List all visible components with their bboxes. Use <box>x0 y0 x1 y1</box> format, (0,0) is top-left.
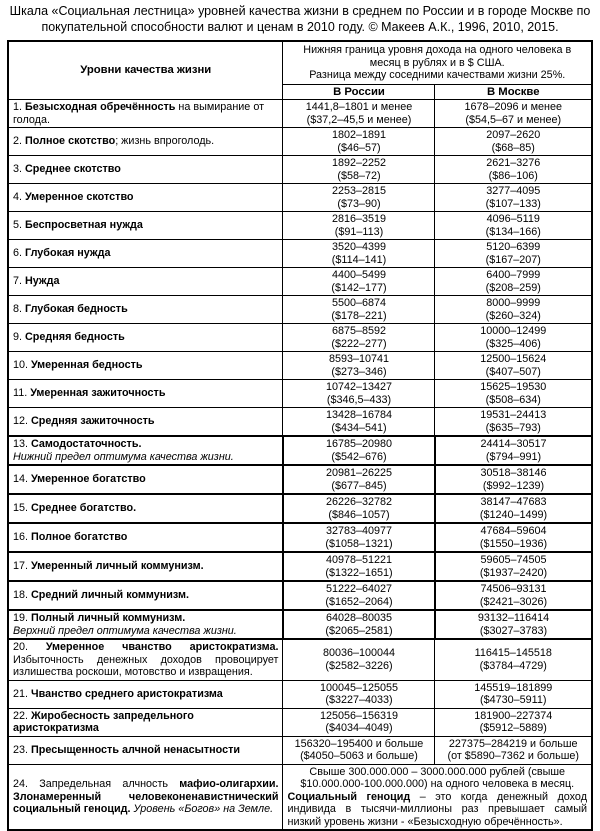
text-segment: Умеренное чванство аристократизма. <box>45 641 279 653</box>
level-cell <box>8 610 283 639</box>
text-segment: мафио-олигархии. Злонамеренный человеконенавистнический социальный геноцид. <box>12 778 279 815</box>
russia-income-cell <box>283 523 435 552</box>
income-line: 24414–30517 <box>480 438 547 450</box>
table-row <box>8 212 592 240</box>
text-segment: Полное скотство <box>25 135 116 148</box>
moscow-income-cell <box>435 465 592 494</box>
text-segment: Жиробесность запредельного аристократизма <box>12 709 194 734</box>
income-line: 15625–19530 <box>480 381 547 393</box>
moscow-income-cell <box>435 680 592 708</box>
moscow-income-cell <box>435 523 592 552</box>
text-segment: Верхний предел оптимума качества жизни. <box>12 624 237 637</box>
text-segment: на вымирание от голода. <box>12 101 265 126</box>
income-line: 8000–9999 <box>486 297 541 309</box>
income-line: ($37,2–45,5 и менее) <box>306 113 412 126</box>
moscow-income-cell <box>435 736 592 764</box>
level-cell <box>8 764 283 830</box>
income-line: 2621–3276 <box>486 157 541 169</box>
table-row <box>8 639 592 680</box>
income-line: 12500–15624 <box>480 353 547 365</box>
text-segment: Самодостаточность. <box>31 438 142 450</box>
income-line: ($1240–1499) <box>479 508 548 521</box>
text-segment: Избыточность денежных доходов провоцирует излишества роскоши, мотовство и извращения. <box>12 653 279 678</box>
russia-income-cell <box>283 240 435 268</box>
moscow-income-cell <box>435 296 592 324</box>
income-line: 93132–116414 <box>477 612 550 624</box>
russia-income-cell <box>283 408 435 437</box>
russia-income-cell <box>283 128 435 156</box>
text-segment: Средняя бедность <box>25 331 125 344</box>
income-line: 2816–3519 <box>331 213 386 225</box>
text-segment: Уровень «Богов» на Земле. <box>133 803 274 815</box>
income-line: 59605–74505 <box>480 554 547 566</box>
text-segment: 11. <box>12 387 31 400</box>
moscow-income-cell <box>435 552 592 581</box>
income-line: ($91–113) <box>334 225 384 238</box>
level-cell <box>8 324 283 352</box>
income-line: 40978–51221 <box>325 554 393 566</box>
moscow-income-cell <box>435 100 592 128</box>
table-row <box>8 268 592 296</box>
income-line: 125056–156319 <box>319 709 399 722</box>
text-segment: Средняя зажиточность <box>31 415 155 428</box>
russia-income-cell <box>283 100 435 128</box>
text-segment: Полный личный коммунизм. <box>31 612 186 624</box>
income-line: 30518–38146 <box>480 467 547 479</box>
income-line: ($134–166) <box>485 225 541 238</box>
table-row <box>8 581 592 610</box>
moscow-income-cell <box>435 212 592 240</box>
russia-income-cell <box>283 352 435 380</box>
income-description-line1: Нижняя граница уровня дохода на одного человека в месяц в рублях и в $ США. <box>303 44 572 69</box>
income-line: 1892–2252 <box>331 157 386 169</box>
income-line: ($3227–4033) <box>325 694 393 706</box>
income-line: 16785–20980 <box>325 438 393 450</box>
russia-income-cell <box>283 708 435 736</box>
level-cell <box>8 100 283 128</box>
income-line: ($794–991) <box>485 450 542 463</box>
income-line: 19531–24413 <box>480 409 547 421</box>
russia-income-cell <box>283 680 435 708</box>
level-cell <box>8 380 283 408</box>
level-cell <box>8 736 283 764</box>
income-line: 10742–13427 <box>325 381 393 393</box>
income-line: 80036–100044 <box>322 647 396 660</box>
table-row <box>8 296 592 324</box>
moscow-income-cell <box>435 708 592 736</box>
table-row <box>8 436 592 465</box>
income-line: ($4730–5911) <box>480 694 547 706</box>
income-line: 4096–5119 <box>486 213 540 225</box>
income-line: 227375–284219 и больше <box>448 737 578 750</box>
level-cell <box>8 436 283 465</box>
income-line: 26226–32782 <box>325 496 393 508</box>
text-segment: 9. <box>12 331 25 344</box>
moscow-income-cell <box>435 436 592 465</box>
level-cell <box>8 552 283 581</box>
income-line: 47684–59604 <box>480 525 547 537</box>
table-row <box>8 523 592 552</box>
income-line: ($346,5–433) <box>326 393 392 406</box>
text-segment: 5. <box>12 219 25 232</box>
text-segment: 6. <box>12 247 25 260</box>
level-cell <box>8 128 283 156</box>
table-row <box>8 128 592 156</box>
table-body <box>8 100 592 831</box>
level-cell <box>8 680 283 708</box>
text-segment: Среднее богатство. <box>31 502 137 515</box>
text-segment: 12. <box>12 415 31 428</box>
russia-income-cell <box>283 296 435 324</box>
income-line: 100045–125055 <box>319 681 399 694</box>
text-segment: 1. <box>12 101 25 113</box>
russia-income-cell <box>283 581 435 610</box>
text-segment: Безысходная обречённость <box>25 101 176 113</box>
page-title: Шкала «Социальная лестница» уровней качества жизни в среднем по России и в городе Москве по покупательной способности валют и ценам в 2010 году. © Макеев А.К., 1996, 2010, 2015. <box>9 4 591 34</box>
table-row <box>8 408 592 437</box>
text-segment: 15. <box>12 502 31 515</box>
russia-income-cell <box>283 212 435 240</box>
moscow-income-cell <box>435 128 592 156</box>
income-line: 6400–7999 <box>486 269 541 281</box>
russia-income-cell <box>283 324 435 352</box>
level-cell <box>8 212 283 240</box>
text-segment: Умеренный личный коммунизм. <box>31 560 204 573</box>
income-line: ($677–845) <box>331 479 387 492</box>
text-segment: 13. <box>12 438 31 450</box>
text-segment: Глубокая нужда <box>25 247 111 260</box>
moscow-income-cell <box>435 610 592 639</box>
income-line: ($846–1057) <box>328 508 390 521</box>
text-segment: Нижний предел оптимума качества жизни. <box>12 450 234 463</box>
level-cell <box>8 240 283 268</box>
income-line: 13428–16784 <box>325 409 393 421</box>
income-line: ($73–90) <box>337 197 381 210</box>
moscow-income-cell <box>435 184 592 212</box>
income-line: 145519–181899 <box>474 681 553 694</box>
income-line: ($407–507) <box>485 365 541 378</box>
table-row <box>8 680 592 708</box>
text-segment: Социальный геноцид <box>287 790 411 803</box>
table-row <box>8 380 592 408</box>
russia-income-cell <box>283 610 435 639</box>
text-segment: Полное богатство <box>31 531 128 544</box>
moscow-income-cell <box>435 494 592 523</box>
russia-income-cell <box>283 494 435 523</box>
text-segment: Умеренное скотство <box>25 191 134 204</box>
text-segment: 8. <box>12 303 25 316</box>
moscow-income-cell <box>435 324 592 352</box>
text-segment: Среднее скотство <box>25 163 121 176</box>
text-segment: ; жизнь впроголодь. <box>115 135 215 148</box>
russia-income-cell <box>283 465 435 494</box>
text-segment: Средний личный коммунизм. <box>31 589 189 602</box>
text-segment: 14. <box>12 473 31 486</box>
social-ladder-table <box>7 40 593 831</box>
text-segment: 16. <box>12 531 31 544</box>
income-line: ($142–177) <box>331 281 387 294</box>
income-line: 156320–195400 и больше <box>294 737 424 750</box>
level-cell <box>8 639 283 680</box>
level-cell <box>8 268 283 296</box>
text-segment: 4. <box>12 191 25 204</box>
table-header <box>8 41 592 100</box>
income-line: 51222–64027 <box>325 583 393 595</box>
income-line: ($208–259) <box>485 281 541 294</box>
income-line: ($86–106) <box>488 169 538 182</box>
column-header-russia: В России <box>283 84 435 100</box>
text-segment: 3. <box>12 163 25 176</box>
text-segment: 17. <box>12 560 31 573</box>
income-line: ($178–221) <box>331 309 387 322</box>
text-segment: 7. <box>12 275 25 288</box>
income-line: 8593–10741 <box>328 353 390 365</box>
income-line: ($4050–5063 и больше) <box>300 750 418 762</box>
text-segment: 21. <box>12 687 31 700</box>
moscow-income-cell <box>435 352 592 380</box>
income-line: 2253–2815 <box>331 185 386 197</box>
income-line: ($114–141) <box>331 253 387 266</box>
text-segment: 18. <box>12 589 31 602</box>
moscow-income-cell <box>435 240 592 268</box>
text-segment: Глубокая бедность <box>25 303 128 316</box>
russia-income-cell <box>283 436 435 465</box>
table-row <box>8 352 592 380</box>
income-line: ($508–634) <box>485 393 541 406</box>
income-line: 116415–145518 <box>474 647 552 660</box>
income-line: ($222–277) <box>331 337 387 350</box>
level-cell <box>8 523 283 552</box>
income-line: ($1322–1651) <box>325 566 393 579</box>
income-line: ($2065–2581) <box>325 624 393 637</box>
moscow-income-cell <box>435 268 592 296</box>
income-line: 10000–12499 <box>480 325 547 337</box>
table-row <box>8 494 592 523</box>
income-line: ($2582–3226) <box>325 659 393 672</box>
income-line: 20981–26225 <box>325 467 393 479</box>
text-segment: Умеренное богатство <box>31 473 146 486</box>
income-line: 181900–227374 <box>474 709 553 722</box>
income-line: 1678–2096 и менее <box>464 101 562 113</box>
income-line: ($46–57) <box>337 141 381 154</box>
level-cell <box>8 296 283 324</box>
income-line: ($434–541) <box>331 421 387 434</box>
russia-income-cell <box>283 184 435 212</box>
russia-income-cell <box>283 736 435 764</box>
income-line: 5120–6399 <box>486 241 541 253</box>
income-line: ($325–406) <box>485 337 541 350</box>
text-segment: 2. <box>12 135 25 148</box>
moscow-income-cell <box>435 156 592 184</box>
text-segment: Беспросветная нужда <box>25 219 143 232</box>
table-row <box>8 764 592 830</box>
income-line: 4400–5499 <box>331 269 386 281</box>
level-cell <box>8 465 283 494</box>
income-line: ($4034–4049) <box>325 722 393 734</box>
column-header-levels: Уровни качества жизни <box>8 41 283 100</box>
moscow-income-cell <box>435 639 592 680</box>
column-header-moscow: В Москве <box>435 84 592 100</box>
income-line: 32783–40977 <box>325 525 393 537</box>
level-cell <box>8 184 283 212</box>
table-row <box>8 184 592 212</box>
level-cell <box>8 156 283 184</box>
russia-income-cell <box>283 268 435 296</box>
text-segment: Нужда <box>25 275 60 288</box>
moscow-income-cell <box>435 380 592 408</box>
income-line: ($992–1239) <box>482 479 545 492</box>
level-cell <box>8 352 283 380</box>
text-segment: 10. <box>12 359 31 372</box>
income-line: ($1937–2420) <box>479 566 548 579</box>
table-row <box>8 100 592 128</box>
table-row <box>8 708 592 736</box>
text-segment: Чванство среднего аристократизма <box>31 687 223 700</box>
income-line: 5500–6874 <box>331 297 386 309</box>
income-line: 3520–4399 <box>331 241 386 253</box>
income-line: (от $5890–7362 и больше) <box>447 750 579 762</box>
text-segment: Умеренная бедность <box>31 359 143 372</box>
income-line: ($273–346) <box>331 365 387 378</box>
income-line: 1441,8–1801 и менее <box>305 101 413 113</box>
level-cell <box>8 581 283 610</box>
moscow-income-cell <box>435 408 592 437</box>
income-line: ($1550–1936) <box>479 537 548 550</box>
income-line: 64028–80035 <box>325 612 393 624</box>
table-row <box>8 552 592 581</box>
income-line: ($3027–3783) <box>479 624 548 637</box>
income-line: ($68–85) <box>491 141 535 154</box>
moscow-income-cell <box>435 581 592 610</box>
income-span-cell <box>283 764 592 830</box>
text-segment: 24. Запредельная алчность <box>12 778 180 790</box>
russia-income-cell <box>283 156 435 184</box>
income-line: ($107–133) <box>485 197 541 210</box>
income-line: ($542–676) <box>331 450 387 463</box>
income-line: ($635–793) <box>485 421 541 434</box>
russia-income-cell <box>283 552 435 581</box>
genocide-note <box>287 791 587 829</box>
income-line: 38147–47683 <box>480 496 547 508</box>
income-line: ($167–207) <box>485 253 541 266</box>
income-line: ($1652–2064) <box>325 595 393 608</box>
income-line: 74506–93131 <box>480 583 547 595</box>
income-line: ($1058–1321) <box>325 537 393 550</box>
level-cell <box>8 708 283 736</box>
level-cell <box>8 494 283 523</box>
text-segment: 22. <box>12 709 31 722</box>
table-row <box>8 736 592 764</box>
table-row <box>8 465 592 494</box>
income-line: 1802–1891 <box>331 129 386 141</box>
russia-income-cell <box>283 380 435 408</box>
header-row-top <box>8 41 592 84</box>
income-description-line2: Разница между соседними качествами жизни 25%. <box>309 69 566 81</box>
income-line: ($2421–3026) <box>479 595 548 608</box>
income-range-text: Свыше 300.000.000 – 3000.000.000 рублей (свыше $10.000.000-100.000.000) на одного человека в месяц. <box>300 765 575 790</box>
table-row <box>8 240 592 268</box>
russia-income-cell <box>283 639 435 680</box>
table-row <box>8 324 592 352</box>
text-segment: Умеренная зажиточность <box>30 387 166 400</box>
level-cell <box>8 408 283 437</box>
income-line: ($54,5–67 и менее) <box>465 113 562 126</box>
text-segment: 20. <box>12 641 46 653</box>
text-segment: 19. <box>12 612 31 624</box>
income-line: ($260–324) <box>485 309 541 322</box>
income-line: 2097–2620 <box>486 129 541 141</box>
income-line: 6875–8592 <box>331 325 386 337</box>
table-row <box>8 610 592 639</box>
income-line: ($58–72) <box>337 169 381 182</box>
table-row <box>8 156 592 184</box>
text-segment: Пресыщенность алчной ненасытности <box>31 743 241 756</box>
income-line: ($5912–5889) <box>479 722 547 734</box>
text-segment: 23. <box>12 743 31 756</box>
text-segment: – это когда денежный доход индивида в тысячи-миллионы раз превышает самый низкий уровень жизни - «Безысходную обречённость». <box>287 790 588 828</box>
income-line: 3277–4095 <box>486 185 541 197</box>
income-description-cell <box>283 41 592 84</box>
income-line: ($3784–4729) <box>479 659 547 672</box>
